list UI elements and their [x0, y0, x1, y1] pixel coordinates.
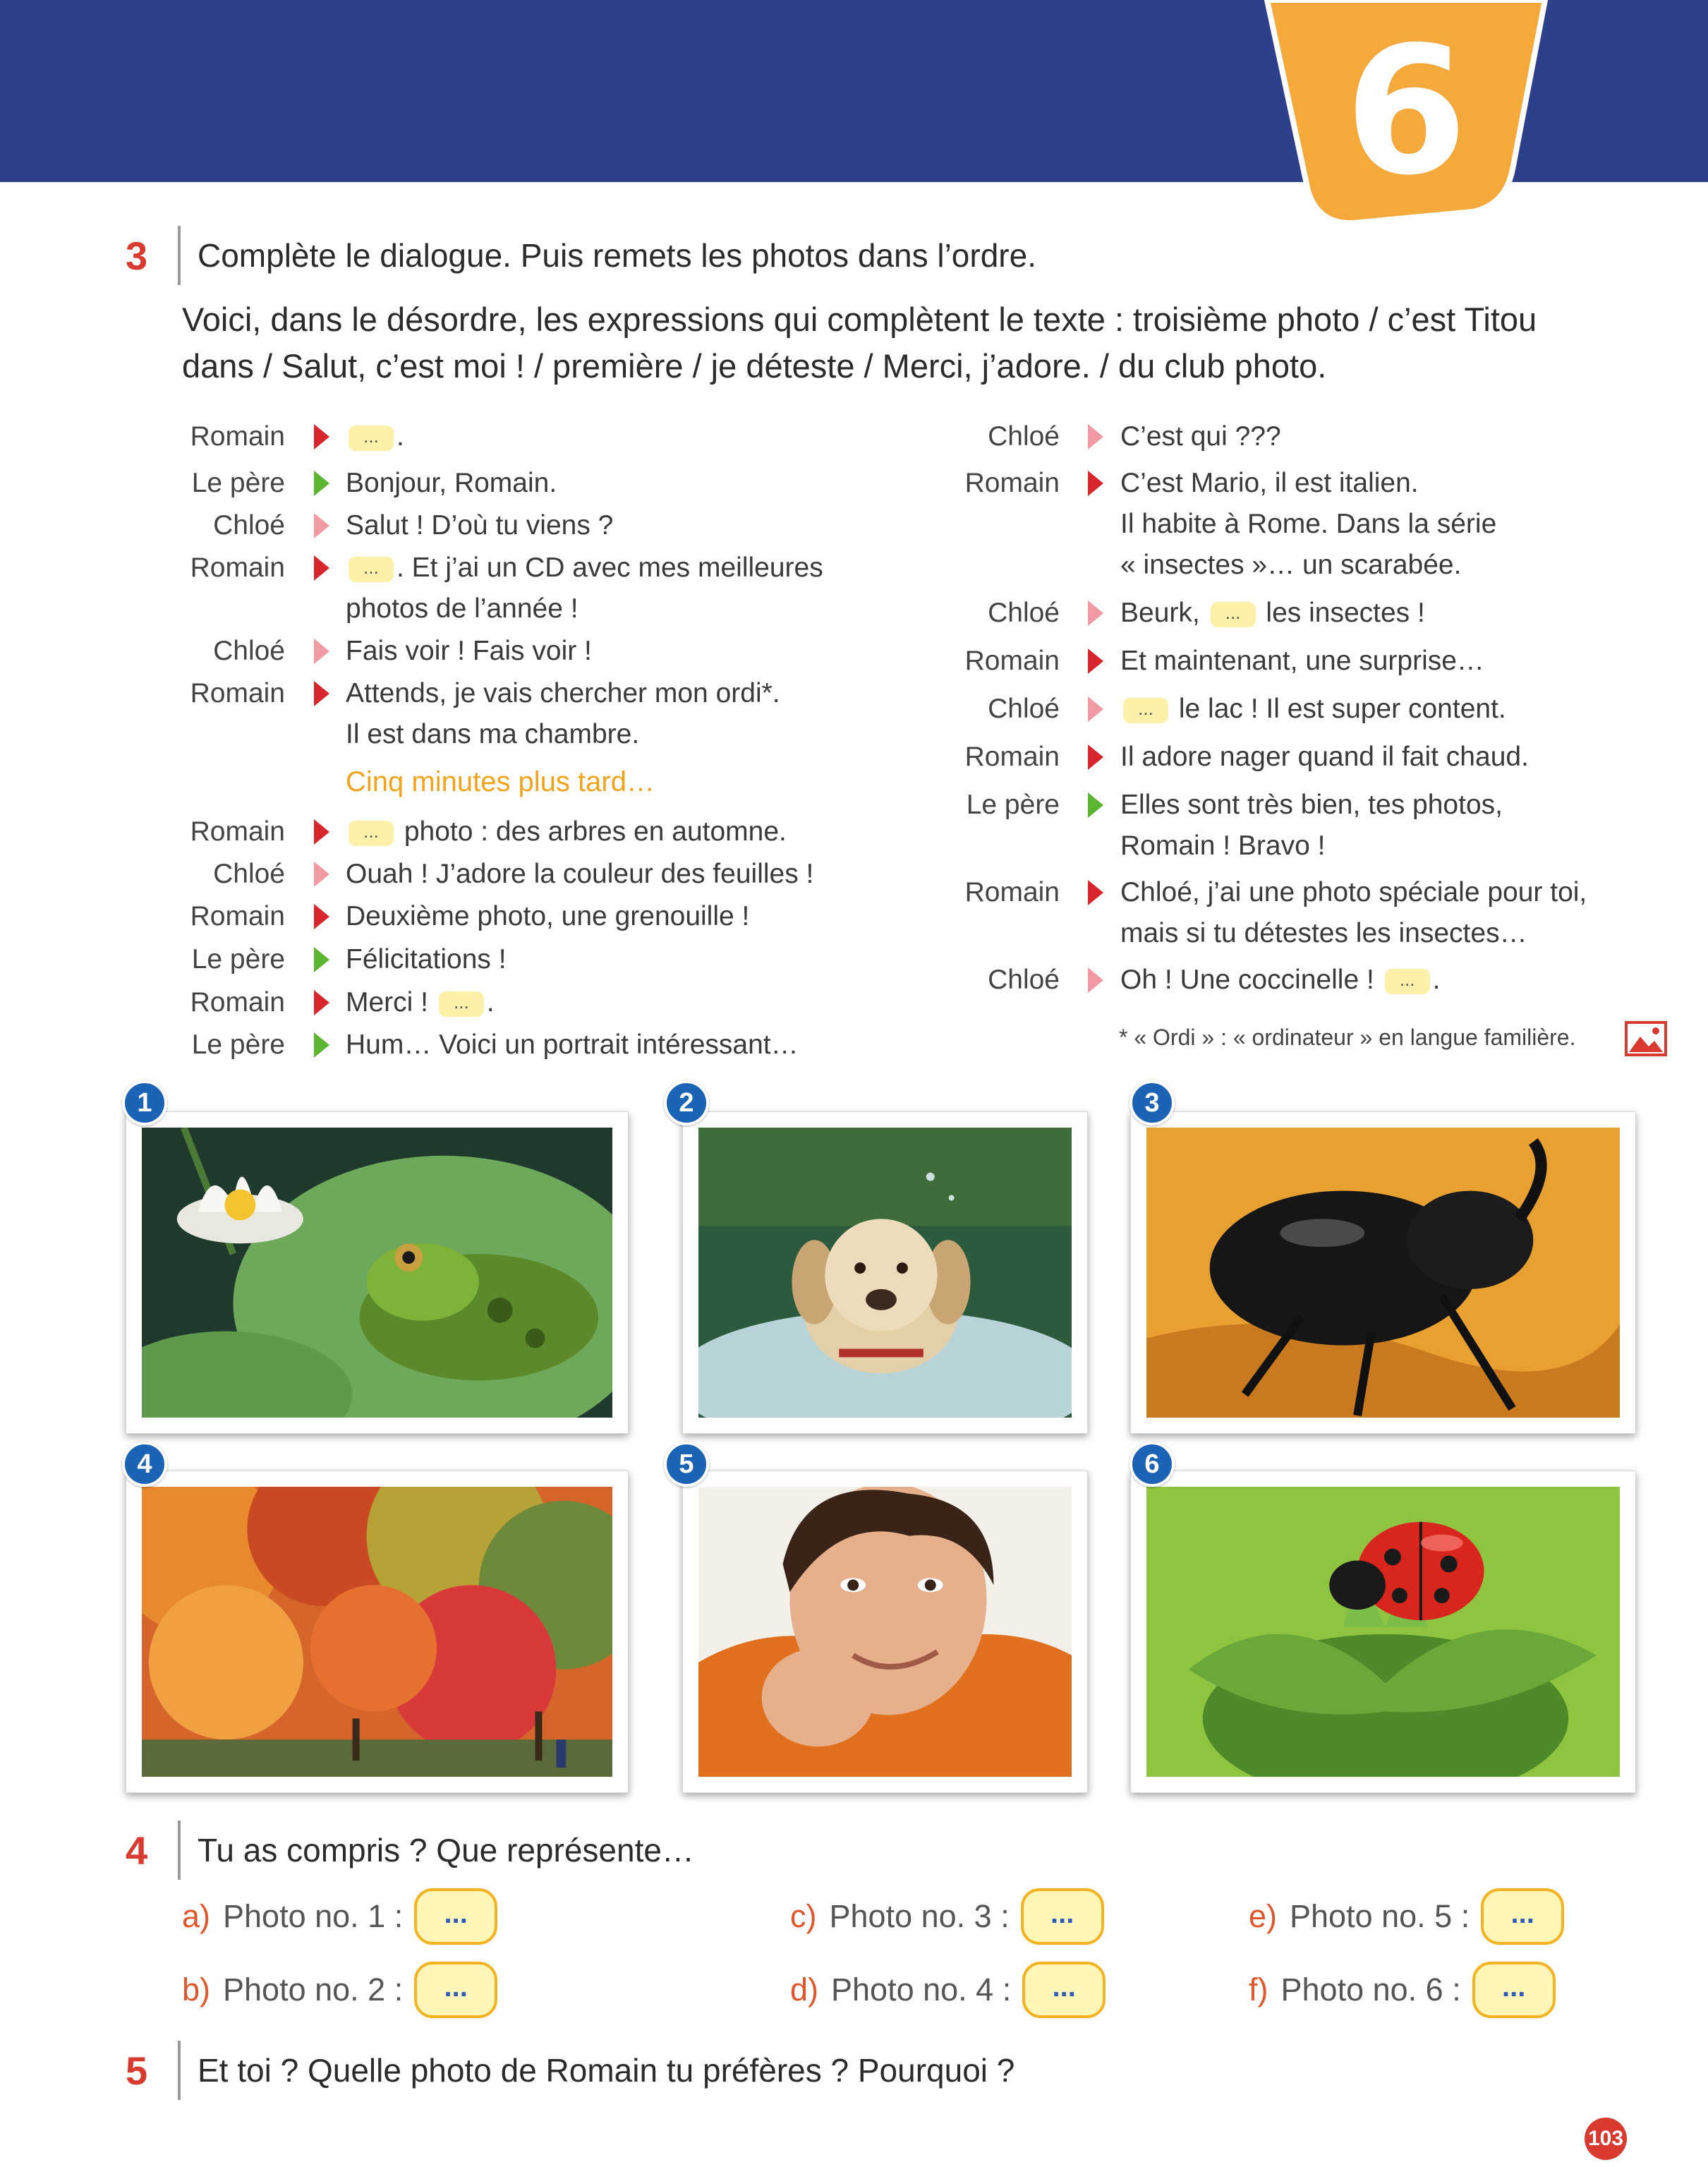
photo-dog-image: [698, 1128, 1072, 1418]
exercise-3-heading: [126, 226, 1036, 285]
dialogue-text: Salut ! D’où tu viens ?: [346, 510, 614, 541]
dialogue-text: C’est qui ???: [1120, 421, 1281, 452]
photo-2[interactable]: [682, 1111, 1088, 1434]
speaker: Romain: [964, 646, 1060, 676]
speaker: Romain: [190, 678, 285, 708]
speaker: Romain: [190, 553, 285, 583]
photo-number-badge: 4: [122, 1442, 167, 1487]
answer-label: Photo no. 5 :: [1290, 1898, 1470, 1934]
speaker-arrow-icon: [1088, 792, 1103, 818]
speaker: Chloé: [213, 636, 285, 666]
dialogue-text: Romain ! Bravo !: [1120, 831, 1326, 861]
speaker: Chloé: [213, 859, 285, 889]
speaker: Le père: [966, 790, 1060, 820]
speaker: Chloé: [988, 965, 1060, 995]
speaker: Le père: [191, 944, 285, 974]
footnote: * « Ordi » : « ordinateur » en langue familière.: [1119, 1025, 1576, 1050]
answer-label: Photo no. 2 :: [223, 1972, 404, 2008]
dialogue-text: Ouah ! J’adore la couleur des feuilles !: [346, 859, 814, 889]
speaker: Romain: [190, 987, 285, 1018]
speaker-arrow-icon: [314, 639, 329, 664]
speaker-arrow-icon: [314, 904, 329, 929]
dialogue-text: ... . Et j’ai un CD avec mes meilleures: [346, 548, 823, 588]
answer-input[interactable]: ...: [1481, 1888, 1564, 1945]
photo-number-badge: 1: [122, 1080, 167, 1125]
photo-3[interactable]: [1130, 1111, 1636, 1434]
speaker-arrow-icon: [1088, 471, 1103, 496]
answer-item: [1249, 1888, 1564, 1945]
dialogue-text: Attends, je vais chercher mon ordi*.: [346, 678, 780, 708]
answer-blank[interactable]: ...: [349, 425, 394, 451]
speaker: Romain: [190, 816, 285, 847]
image-gallery-icon[interactable]: [1625, 1021, 1667, 1056]
speaker-arrow-icon: [314, 681, 329, 706]
answer-input[interactable]: ...: [1021, 1888, 1104, 1945]
dialogue-text: C’est Mario, il est italien.: [1120, 468, 1419, 498]
answer-input[interactable]: ...: [1472, 1962, 1556, 2018]
exercise-title: Et toi ? Quelle photo de Romain tu préfères ? Pourquoi ?: [198, 2052, 1015, 2089]
answer-blank[interactable]: ...: [349, 821, 394, 846]
unit-number: 6: [1345, 8, 1467, 214]
photo-beetle-image: [1146, 1128, 1620, 1418]
instruction-line: dans / Salut, c’est moi ! / première / je déteste / Merci, j’adore. / du club photo.: [182, 347, 1327, 385]
dialogue-right: [917, 416, 1658, 1009]
speaker-arrow-icon: [314, 990, 329, 1015]
photo-5[interactable]: [682, 1471, 1088, 1793]
dialogue-text: Deuxième photo, une grenouille !: [346, 901, 750, 931]
answer-item: [790, 1962, 1106, 2018]
answer-letter: e): [1249, 1898, 1278, 1934]
speaker-arrow-icon: [314, 555, 329, 581]
speaker-arrow-icon: [1088, 600, 1103, 626]
dialogue-text: Bonjour, Romain.: [346, 468, 557, 498]
speaker-arrow-icon: [314, 471, 329, 496]
dialogue-text: Et maintenant, une surprise…: [1120, 646, 1484, 676]
dialogue-text: Elles sont très bien, tes photos,: [1120, 790, 1503, 820]
answer-letter: b): [182, 1972, 211, 2008]
answer-input[interactable]: ...: [414, 1888, 497, 1945]
speaker: Chloé: [988, 694, 1060, 724]
answer-label: Photo no. 4 :: [831, 1972, 1012, 2008]
answer-label: Photo no. 1 :: [223, 1898, 404, 1934]
photo-1[interactable]: [126, 1111, 629, 1434]
dialogue-text: mais si tu détestes les insectes…: [1120, 918, 1527, 948]
dialogue-text: Il est dans ma chambre.: [346, 719, 640, 749]
heading-divider: [178, 2041, 181, 2100]
photo-number-badge: 5: [664, 1442, 709, 1487]
heading-divider: [178, 1821, 181, 1880]
answer-letter: d): [790, 1972, 819, 2008]
dialogue-text: ... photo : des arbres en automne.: [346, 811, 787, 852]
speaker-arrow-icon: [1088, 967, 1103, 993]
answer-blank[interactable]: ...: [439, 991, 484, 1017]
exercise-title: Tu as compris ? Que représente…: [198, 1832, 694, 1869]
answer-label: Photo no. 6 :: [1280, 1972, 1461, 2008]
dialogue-text: photos de l’année !: [346, 593, 579, 624]
dialogue-text: Hum… Voici un portrait intéressant…: [346, 1030, 799, 1060]
speaker-arrow-icon: [314, 862, 329, 887]
answer-letter: f): [1249, 1972, 1268, 2008]
answer-label: Photo no. 3 :: [829, 1898, 1010, 1934]
page-number: 103: [1585, 2118, 1627, 2160]
photo-ladybug-image: [1146, 1487, 1620, 1777]
speaker-arrow-icon: [314, 819, 329, 845]
speaker-arrow-icon: [314, 947, 329, 972]
speaker: Le père: [191, 468, 285, 498]
speaker: Romain: [190, 901, 285, 931]
speaker: Romain: [964, 742, 1060, 772]
exercise-5-heading: [126, 2041, 1014, 2100]
answer-input[interactable]: ...: [1022, 1962, 1106, 2018]
speaker: Romain: [190, 421, 285, 452]
exercise-number: 5: [126, 2048, 148, 2093]
answer-blank[interactable]: ...: [1211, 602, 1256, 627]
dialogue-text: Félicitations !: [346, 944, 507, 974]
answer-blank[interactable]: ...: [1385, 969, 1430, 994]
dialogue-text: Oh ! Une coccinelle ! ... .: [1120, 965, 1441, 995]
dialogue-text: Fais voir ! Fais voir !: [346, 636, 592, 666]
photo-boy-portrait-image: [698, 1487, 1072, 1777]
photo-number-badge: 6: [1129, 1442, 1175, 1487]
exercise-number: 4: [126, 1828, 148, 1873]
photo-number-badge: 2: [664, 1080, 709, 1125]
speaker-arrow-icon: [1088, 696, 1103, 722]
speaker-arrow-icon: [1088, 744, 1103, 770]
answer-letter: a): [182, 1898, 211, 1934]
photo-frog-image: [142, 1128, 612, 1418]
dialogue-text: ... .: [346, 416, 404, 457]
photo-6[interactable]: [1130, 1471, 1636, 1793]
stage-direction: Cinq minutes plus tard…: [346, 766, 655, 797]
dialogue-text: Il adore nager quand il fait chaud.: [1120, 742, 1529, 772]
answer-item: [1249, 1962, 1556, 2018]
speaker: Chloé: [213, 510, 285, 541]
speaker-arrow-icon: [1088, 424, 1103, 449]
speaker-arrow-icon: [1088, 648, 1103, 674]
answer-input[interactable]: ...: [414, 1962, 497, 2018]
photo-4[interactable]: [126, 1471, 629, 1793]
photo-number-badge: 3: [1129, 1080, 1175, 1125]
speaker: Chloé: [988, 598, 1060, 628]
speaker-arrow-icon: [314, 513, 329, 538]
answer-item: [790, 1888, 1104, 1945]
speaker: Le père: [191, 1030, 285, 1060]
speaker-arrow-icon: [314, 424, 329, 449]
heading-divider: [178, 226, 181, 285]
dialogue-text: Beurk, ... les insectes !: [1120, 598, 1425, 628]
exercise-4-heading: [126, 1821, 694, 1880]
answer-blank[interactable]: ...: [1123, 698, 1168, 723]
dialogue-text: Il habite à Rome. Dans la série: [1120, 509, 1497, 539]
speaker: Romain: [964, 468, 1060, 498]
exercise-3-instruction: [182, 296, 1593, 390]
exercise-number: 3: [126, 233, 148, 278]
dialogue-text: « insectes »… un scarabée.: [1120, 550, 1462, 580]
speaker-arrow-icon: [1088, 880, 1103, 905]
speaker: Romain: [964, 877, 1060, 907]
dialogue-text: ... le lac ! Il est super content.: [1120, 689, 1506, 730]
answer-letter: c): [790, 1898, 817, 1934]
photo-autumn-trees-image: [142, 1487, 612, 1777]
answer-item: [182, 1962, 497, 2018]
dialogue-left: [141, 416, 917, 1080]
speaker: Chloé: [988, 421, 1060, 452]
dialogue-text: Merci ! ... .: [346, 987, 495, 1018]
answer-blank[interactable]: ...: [349, 557, 394, 582]
speaker-arrow-icon: [314, 1032, 329, 1058]
exercise-title: Complète le dialogue. Puis remets les photos dans l’ordre.: [198, 237, 1036, 274]
instruction-line: Voici, dans le désordre, les expressions qui complètent le texte : troisième photo / c’est Titou: [182, 301, 1537, 338]
dialogue-text: Chloé, j’ai une photo spéciale pour toi,: [1120, 877, 1587, 907]
answer-item: [182, 1888, 497, 1945]
